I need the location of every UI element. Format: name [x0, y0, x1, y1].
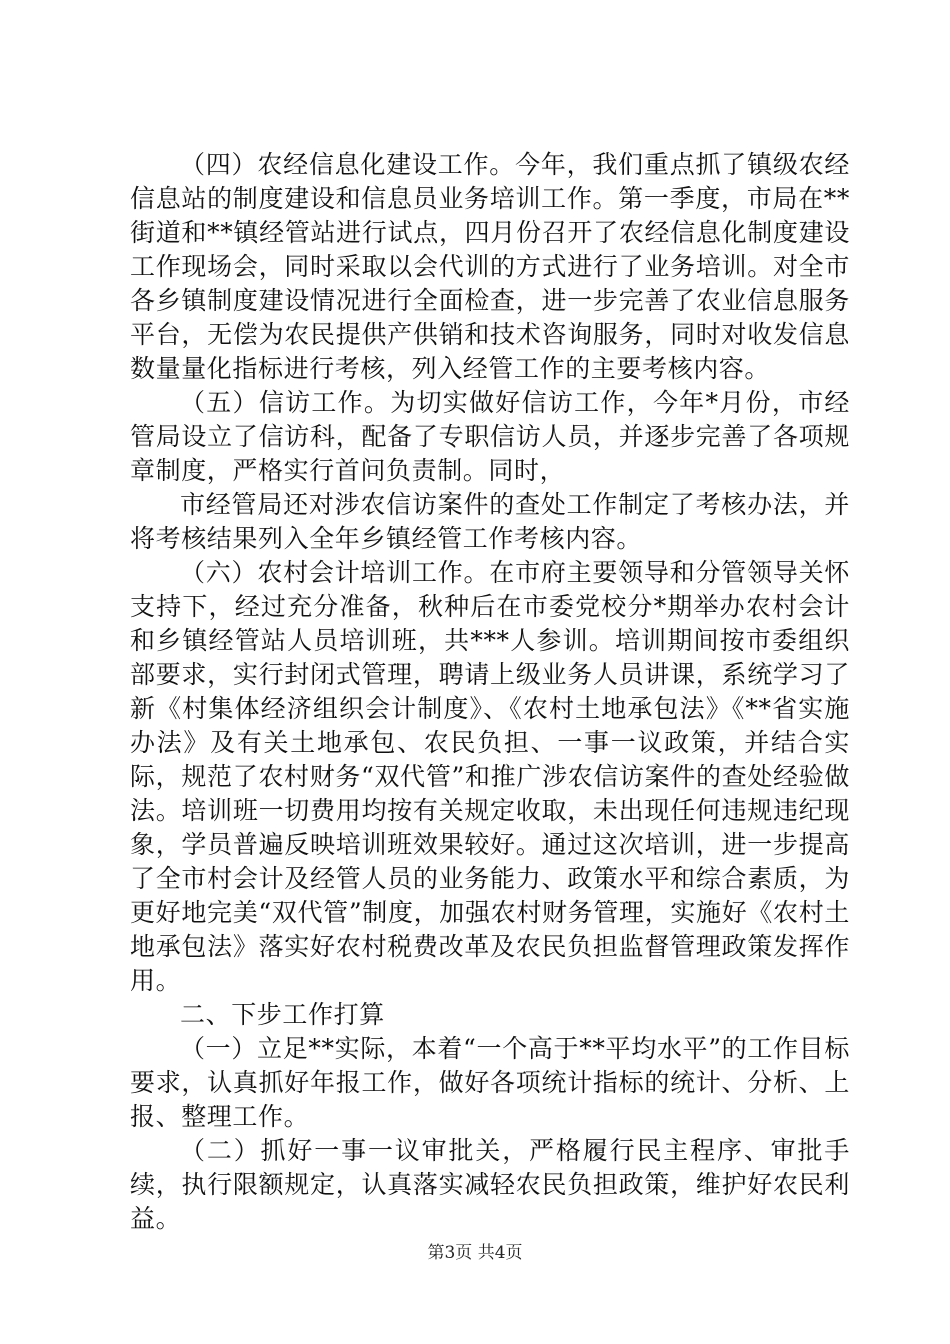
- page-footer: 第3页 共4页: [427, 1243, 523, 1263]
- paragraph-accounting-training: （六）农村会计培训工作。在市府主要领导和分管领导关怀支持下，经过充分准备，秋种后在市委党校分*期举办农村会计和乡镇经管站人员培训班，共***人参训。培训期间按市委组织部要求，实行封闭式管理，聘请上级业务人员讲课，系统学习了新《村集体经济组织会计制度》、《农村土地承包法》《**省实施办法》及有关土地承包、农民负担、一事一议政策，并结合实际，规范了农村财务“双代管”和推广涉农信访案件的查处经验做法。培训班一切费用均按有关规定收取，未出现任何违规违纪现象，学员普遍反映培训班效果较好。通过这次培训，进一步提高了全市村会计及经管人员的业务能力、政策水平和综合素质，为更好地完美“双代管”制度，加强农村财务管理，实施好《农村土地承包法》落实好农村税费改革及农民负担监督管理政策发挥作用。: [130, 558, 850, 995]
- paragraph-agri-info-construction: （四）农经信息化建设工作。今年，我们重点抓了镇级农经信息站的制度建设和信息员业务培训工作。第一季度，市局在**街道和**镇经管站进行试点，四月份召开了农经信息化制度建设工作现场会，同时采取以会代训的方式进行了业务培训。对全市各乡镇制度建设情况进行全面检查，进一步完善了农业信息服务平台，无偿为农民提供产供销和技术咨询服务，同时对收发信息数量量化指标进行考核，列入经管工作的主要考核内容。: [130, 150, 850, 383]
- paragraph-next-step-one: （一）立足**实际，本着“一个高于**平均水平”的工作目标要求，认真抓好年报工作，做好各项统计指标的统计、分析、上报、整理工作。: [130, 1034, 850, 1131]
- paragraph-petition-work: （五）信访工作。为切实做好信访工作，今年*月份，市经管局设立了信访科，配备了专职信访人员，并逐步完善了各项规章制度，严格实行首问负责制。同时，: [130, 388, 850, 485]
- section-heading-next-steps: 二、下步工作打算: [180, 1000, 385, 1029]
- paragraph-next-step-two: （二）抓好一事一议审批关，严格履行民主程序、审批手续，执行限额规定，认真落实减轻农民负担政策，维护好农民利益。: [130, 1136, 850, 1233]
- paragraph-petition-assessment: 市经管局还对涉农信访案件的查处工作制定了考核办法，并将考核结果列入全年乡镇经管工作考核内容。: [130, 490, 850, 553]
- document-body: [130, 148, 850, 1236]
